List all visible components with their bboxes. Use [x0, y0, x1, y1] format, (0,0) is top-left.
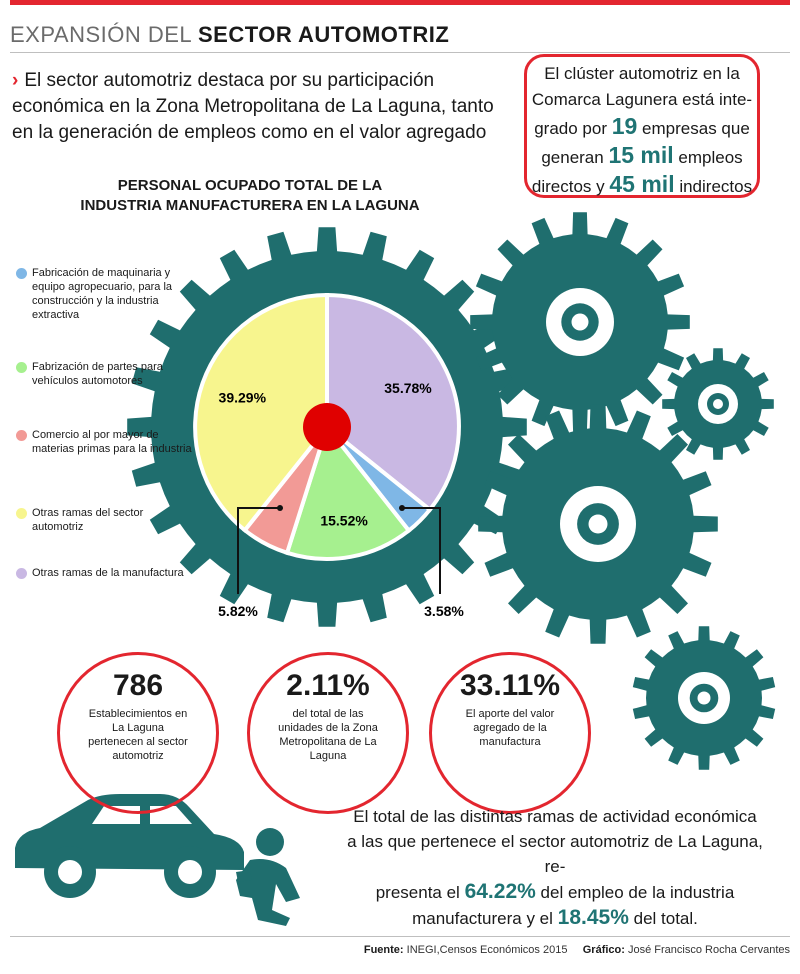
- cluster-line2-pre: grado por: [534, 119, 607, 138]
- stat-description: Establecimientos en La Laguna pertenecen al sector automotriz: [88, 708, 188, 762]
- legend-swatch: [16, 508, 27, 519]
- cluster-line4-post: indirectos: [679, 177, 753, 196]
- bottom-line2: a las que pertenece el sector automotriz de La Laguna, re-: [347, 832, 763, 876]
- gear-bottom-right-hub-hole: [698, 692, 711, 705]
- stat-number: 33.11%: [459, 669, 561, 702]
- stat-circle-establishments: [57, 652, 219, 814]
- legend-label: Otras ramas de la manufactura: [32, 567, 184, 579]
- stat-number: 786: [112, 669, 164, 702]
- pie-data-label: 39.29%: [218, 389, 267, 406]
- chart-title: PERSONAL OCUPADO TOTAL DE LA INDUSTRIA MANUFACTURERA EN LA LAGUNA: [80, 177, 420, 214]
- cluster-line1: El clúster automotriz en la Comarca Lagunera está inte-: [531, 64, 753, 109]
- legend-label: Comercio al por mayor de materias primas para la industria: [32, 429, 192, 455]
- legend-swatch: [16, 430, 27, 441]
- cluster-num-companies: 19: [611, 113, 638, 139]
- footer-graphic-label: Gráfico:: [582, 944, 625, 956]
- bottom-num-employment: 64.22%: [464, 880, 536, 903]
- bottom-line3-post: del empleo de la industria: [540, 883, 735, 902]
- pie-center-dot: [303, 403, 351, 451]
- cluster-line4-pre: directos y: [531, 177, 605, 196]
- bottom-line1: El total de las distintas ramas de actividad económica: [353, 807, 757, 826]
- pie-data-label: 3.58%: [424, 603, 464, 619]
- bottom-summary: [340, 804, 770, 931]
- bottom-line4: [340, 905, 770, 931]
- footer-source: INEGI,Censos Económicos 2015: [406, 944, 568, 956]
- legend-swatch: [16, 362, 27, 373]
- legend-label: Otras ramas del sector automotriz: [32, 507, 144, 533]
- cluster-num-direct: 15 mil: [608, 142, 674, 168]
- cluster-line2-post: empresas que: [642, 119, 750, 138]
- cluster-line3-post: empleos: [678, 148, 743, 167]
- footer-divider: [10, 936, 790, 937]
- cluster-line3-pre: generan: [541, 148, 604, 167]
- leader-dot-5-82: [277, 505, 283, 511]
- footer-source-label: Fuente:: [363, 944, 404, 956]
- gear-top-right-hub-hole: [572, 314, 589, 331]
- mechanic-icon: [236, 828, 300, 926]
- gear-mid-right-hub-hole: [589, 515, 608, 534]
- stat-description: El aporte del valor agregado de la manufactura: [465, 708, 555, 748]
- bottom-line3: [340, 879, 770, 905]
- header-bold: SECTOR AUTOMOTRIZ: [197, 22, 450, 47]
- pie-data-label: 5.82%: [218, 603, 258, 619]
- legend-label: Fabricación de maquinaria y equipo agropecuario, para la construcción y la industria extractiva: [32, 267, 173, 321]
- leader-dot-3-58: [399, 505, 405, 511]
- gear-small-right-hub-hole: [713, 399, 723, 409]
- stat-number: 2.11%: [286, 669, 370, 702]
- pie-data-label: 15.52%: [320, 512, 368, 529]
- legend-swatch: [16, 268, 27, 279]
- header-light: EXPANSIÓN DEL: [10, 22, 192, 47]
- stat-circle-value-added: [429, 652, 591, 814]
- footer-graphic: José Francisco Rocha Cervantes: [627, 944, 790, 956]
- legend-label: Fabrización de partes para vehículos automotores: [32, 361, 163, 387]
- cluster-num-indirect: 45 mil: [609, 171, 675, 197]
- stat-description: del total de las unidades de la Zona Metropolitana de La Laguna: [278, 708, 378, 762]
- bottom-line3-pre: presenta el: [375, 883, 460, 902]
- bottom-num-total: 18.45%: [557, 906, 629, 929]
- pie-data-label: 35.78%: [384, 380, 432, 397]
- legend-swatch: [16, 568, 27, 579]
- bottom-line4-pre: manufacturera y el: [412, 909, 553, 928]
- stat-circle-units: [247, 652, 409, 814]
- intro-text: El sector automotriz destaca por su participación económica en la Zona Metropolitana de La Laguna, tanto en la generación de empleos como en el valor agregado: [12, 70, 494, 143]
- arrow-icon: ›: [12, 70, 19, 91]
- bottom-line4-post: del total.: [633, 909, 698, 928]
- footer: [340, 944, 790, 956]
